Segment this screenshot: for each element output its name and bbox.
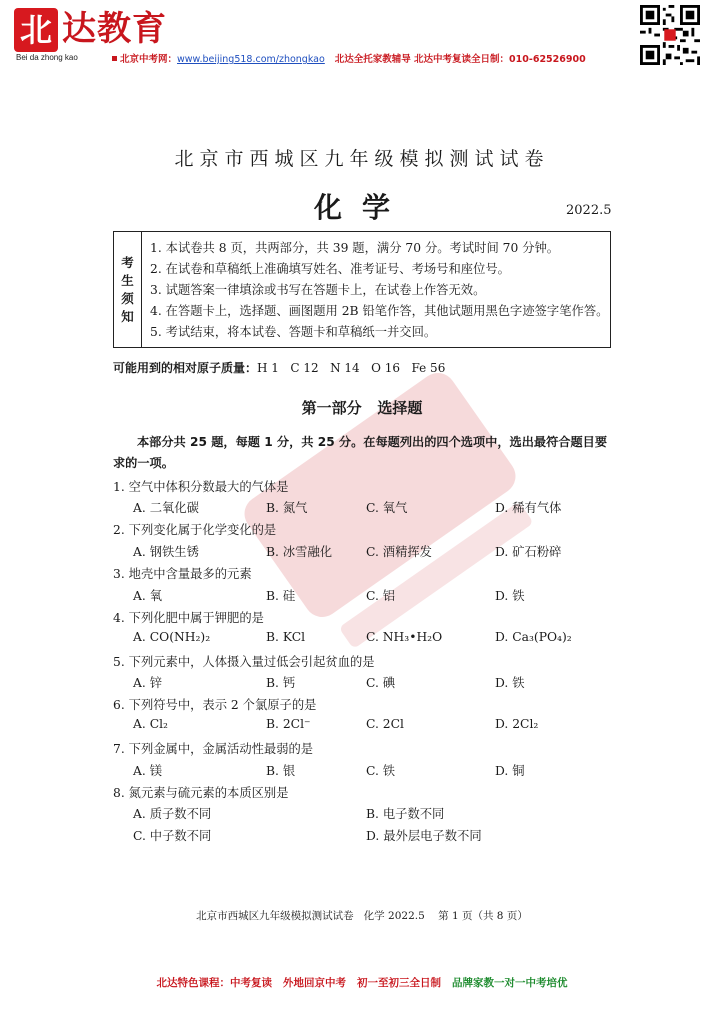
- option: B. 钙: [266, 676, 296, 690]
- option: C. 酒精挥发: [366, 545, 432, 559]
- qr-code-icon: [640, 5, 700, 65]
- question-stem: 8. 氮元素与硫元素的本质区别是: [113, 786, 289, 800]
- option: D. 矿石粉碎: [495, 545, 562, 559]
- notice-label-char: 生: [121, 272, 134, 288]
- notice-label: [114, 232, 142, 347]
- option: A. 氧: [133, 589, 162, 603]
- promo-d: 品牌家教一对一中考培优: [451, 977, 568, 989]
- option: C. 铁: [366, 764, 396, 778]
- bullet-square-icon: [112, 56, 117, 61]
- part-intro: 本部分共 25 题，每题 1 分，共 25 分。在每题列出的四个选项中，选出最符合题目要求的一项。: [113, 435, 608, 470]
- promo-c: 初一至初三全日制: [356, 977, 441, 989]
- logo-mark: 北: [14, 8, 58, 52]
- question-stem: 2. 下列变化属于化学变化的是: [113, 523, 277, 537]
- option: C. NH₃•H₂O: [366, 630, 443, 644]
- promo-bar: [0, 975, 724, 990]
- option: C. 氧气: [366, 501, 408, 515]
- logo-name: 达教育: [62, 9, 167, 49]
- header-contact-line: [112, 51, 586, 65]
- slogan: 北达全托家教辅导 北达中考复读全日制：010-62526900: [334, 54, 586, 65]
- option: D. 铁: [495, 676, 525, 690]
- option: B. 冰雪融化: [266, 545, 333, 559]
- question-stem: 4. 下列化肥中属于钾肥的是: [113, 611, 264, 625]
- option: A. Cl₂: [133, 717, 168, 731]
- notice-item: 1. 本试卷共 8 页，共两部分，共 39 题，满分 70 分。考试时间 70 分钟。: [150, 241, 560, 255]
- option: D. 2Cl₂: [495, 717, 539, 731]
- notice-item: 4. 在答题卡上，选择题、画图题用 2B 铅笔作答，其他试题用黑色字迹签字笔作答。: [150, 304, 609, 318]
- atomic-masses-values: H 1 C 12 N 14 O 16 Fe 56: [257, 361, 446, 375]
- option: D. 稀有气体: [495, 501, 562, 515]
- notice-label-char: 须: [121, 290, 134, 306]
- option: A. 镁: [133, 764, 162, 778]
- option: D. 铁: [495, 589, 525, 603]
- question-stem: 6. 下列符号中，表示 2 个氯原子的是: [113, 698, 317, 712]
- option: A. 钢铁生锈: [133, 545, 199, 559]
- atomic-masses: [113, 359, 445, 376]
- part-title: 第一部分 选择题: [301, 399, 423, 417]
- option: A. 锌: [133, 676, 162, 690]
- option: D. 铜: [495, 764, 525, 778]
- option: C. 铝: [366, 589, 396, 603]
- notice-label-char: 考: [121, 254, 134, 270]
- notice-item: 5. 考试结束，将本试卷、答题卡和草稿纸一并交回。: [150, 325, 437, 339]
- question-stem: 7. 下列金属中，金属活动性最弱的是: [113, 742, 314, 756]
- page-footer: 北京市西城区九年级模拟测试试卷 化学 2022.5 第 1 页（共 8 页）: [196, 910, 528, 922]
- exam-title: 北京市西城区九年级模拟测试试卷: [174, 148, 550, 170]
- option: A. 质子数不同: [133, 807, 212, 821]
- notice-label-char: 知: [121, 308, 134, 324]
- promo-b: 外地回京中考: [283, 977, 347, 989]
- option: B. 硅: [266, 589, 296, 603]
- site-link[interactable]: www.beijing518.com/zhongkao: [177, 54, 325, 65]
- option: C. 2Cl: [366, 717, 404, 731]
- logo-pinyin: Bei da zhong kao: [16, 53, 78, 62]
- promo-a: 北达特色课程：中考复读: [156, 977, 273, 989]
- option: C. 中子数不同: [133, 829, 212, 843]
- option: D. Ca₃(PO₄)₂: [495, 630, 572, 644]
- option: A. 二氧化碳: [133, 501, 199, 515]
- exam-subject: 化学: [313, 191, 410, 224]
- question-stem: 1. 空气中体积分数最大的气体是: [113, 480, 289, 494]
- atomic-masses-label: 可能用到的相对原子质量：: [113, 361, 258, 375]
- option: B. 氮气: [266, 501, 308, 515]
- question-stem: 5. 下列元素中，人体摄入量过低会引起贫血的是: [113, 655, 375, 669]
- exam-date: 2022.5: [566, 203, 612, 218]
- exam-notice-box: [113, 231, 611, 348]
- notice-item: 2. 在试卷和草稿纸上准确填写姓名、准考证号、考场号和座位号。: [150, 262, 510, 276]
- site-label: 北京中考网：: [120, 54, 178, 65]
- option: B. 2Cl⁻: [266, 717, 311, 731]
- option: B. 银: [266, 764, 296, 778]
- question-stem: 3. 地壳中含量最多的元素: [113, 567, 252, 581]
- option: B. KCl: [266, 630, 306, 644]
- option: A. CO(NH₂)₂: [133, 630, 211, 644]
- option: D. 最外层电子数不同: [366, 829, 482, 843]
- option: C. 碘: [366, 676, 396, 690]
- option: B. 电子数不同: [366, 807, 445, 821]
- notice-item: 3. 试题答案一律填涂或书写在答题卡上，在试卷上作答无效。: [150, 283, 486, 297]
- notice-items: [150, 238, 608, 343]
